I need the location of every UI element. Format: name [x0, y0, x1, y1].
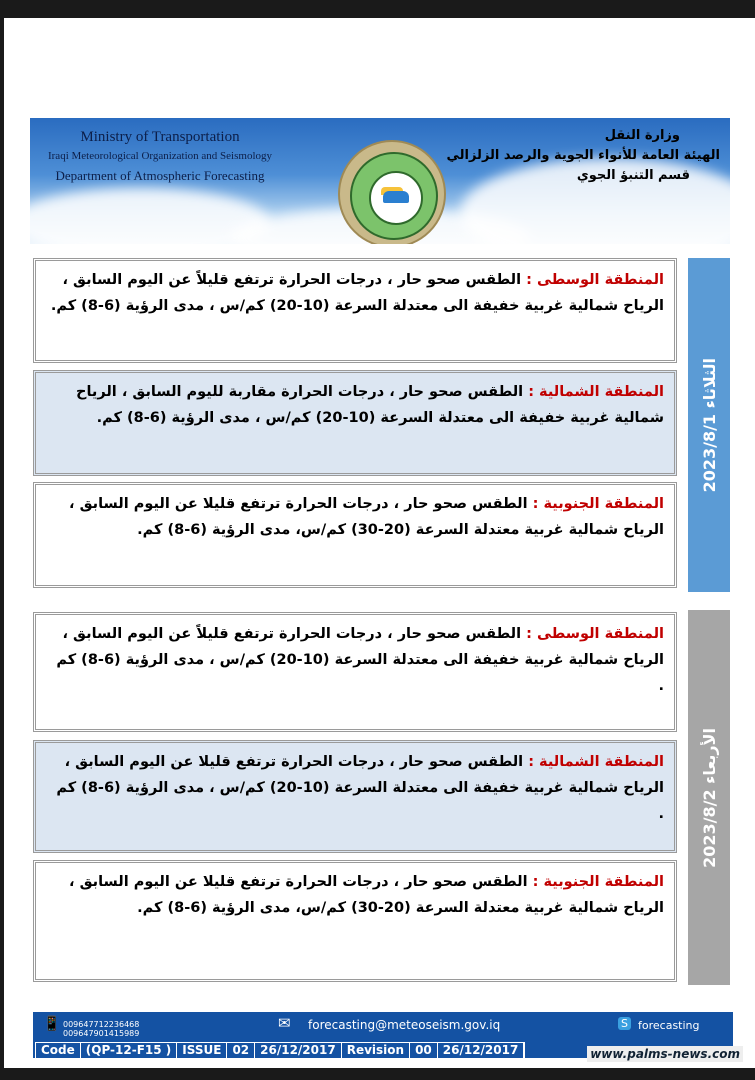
region-label: المنطقة الشمالية :: [528, 384, 664, 400]
forecast-day2-central: [33, 612, 677, 732]
watermark: www.palms-news.com: [587, 1046, 743, 1062]
region-label: المنطقة الوسطى :: [526, 272, 664, 288]
revision-label: Revision: [342, 1043, 410, 1058]
forecast-day2-south: [33, 860, 677, 982]
ministry-name-en: Ministry of Transportation: [80, 129, 240, 145]
region-label: المنطقة الشمالية :: [528, 754, 664, 770]
email-link[interactable]: forecasting@meteoseism.gov.iq: [308, 1018, 501, 1032]
forecast-day1-central: [33, 258, 677, 363]
forecast-day1-north: [33, 370, 677, 476]
organization-name-ar: الهيئة العامة للأنواء الجوية والرصد الزلزالي: [446, 148, 720, 163]
mail-icon: ✉: [278, 1014, 291, 1032]
forecast-text: الطقس صحو حار ، درجات الحرارة مقاربة لليوم السابق ، الرياح شمالية غربية خفيفة الى معتدلة السرعة (10-20) كم/س ، مدى الرؤية (6-8) كم.: [76, 384, 664, 426]
skype-handle: forecasting: [638, 1019, 700, 1032]
forecast-text: الطقس صحو حار ، درجات الحرارة ترتفع قليلا عن اليوم السابق ، الرياح شمالية غربية خفيفة الى معتدلة السرعة (10-20) كم/س ، مدى الرؤية (6-8) كم .: [56, 754, 664, 822]
code-label: Code: [36, 1043, 81, 1058]
forecast-text: الطقس صحو حار ، درجات الحرارة ترتفع قليلا عن اليوم السابق ، الرياح شمالية غربية معتدلة السرعة (20-30) كم/س، مدى الرؤية (6-8) كم.: [69, 496, 664, 538]
phone-2: 009647901415989: [63, 1029, 140, 1038]
header-banner: [30, 118, 730, 244]
day1-date-bar: [688, 258, 730, 592]
region-label: المنطقة الجنوبية :: [532, 874, 664, 890]
revision-value: 00: [410, 1043, 438, 1058]
forecast-text: الطقس صحو حار ، درجات الحرارة ترتفع قليلاً عن اليوم السابق ، الرياح شمالية غربية خفيفة الى معتدلة السرعة (10-20) كم/س ، مدى الرؤية (6-8) كم.: [50, 272, 664, 314]
day1-date: الثلاثاء 2023/8/1: [699, 357, 719, 493]
document-code-row: [35, 1042, 525, 1059]
phone-numbers: [63, 1020, 139, 1038]
issue-label: ISSUE: [177, 1043, 227, 1058]
department-name-en: Department of Atmospheric Forecasting: [55, 168, 265, 183]
arabic-header: [446, 126, 720, 186]
ministry-name-ar: وزارة النقل: [604, 128, 680, 143]
day2-date-bar: [688, 610, 730, 985]
region-label: المنطقة الجنوبية :: [532, 496, 664, 512]
organization-logo: [338, 140, 446, 244]
day2-date: الأربعاء 2023/8/2: [699, 727, 719, 868]
phone-1: 009647712236468: [63, 1020, 140, 1029]
organization-name-en: Iraqi Meteorological Organization and Seismology: [47, 150, 273, 162]
forecast-text: الطقس صحو حار ، درجات الحرارة ترتفع قليلاً عن اليوم السابق ، الرياح شمالية غربية خفيفة الى معتدلة السرعة (10-20) كم/س ، مدى الرؤية (6-8) كم .: [56, 626, 664, 694]
forecast-day2-north: [33, 740, 677, 853]
english-header: [30, 128, 290, 185]
forecast-text: الطقس صحو حار ، درجات الحرارة ترتفع قليلا عن اليوم السابق ، الرياح شمالية غربية معتدلة السرعة (20-30) كم/س، مدى الرؤية (6-8) كم.: [69, 874, 664, 916]
region-label: المنطقة الوسطى :: [526, 626, 664, 642]
code-value: (QP-12-F15 ): [81, 1043, 178, 1058]
issue-value: 02: [227, 1043, 255, 1058]
phone-icon: 📱: [43, 1016, 61, 1032]
issue-date: 26/12/2017: [255, 1043, 342, 1058]
department-name-ar: قسم التنبؤ الجوي: [576, 168, 690, 183]
revision-date: 26/12/2017: [438, 1043, 525, 1058]
skype-icon: S: [618, 1017, 631, 1030]
forecast-day1-south: [33, 482, 677, 588]
